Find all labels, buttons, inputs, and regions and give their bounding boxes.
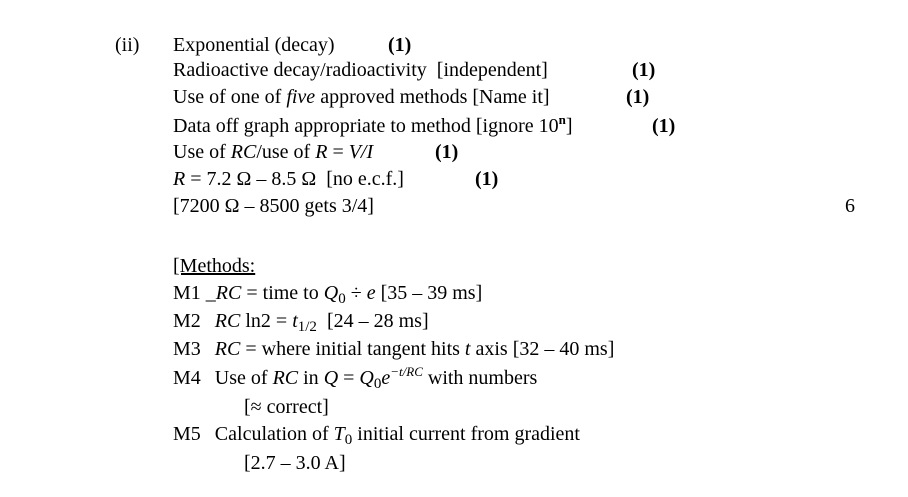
method-text-post: with numbers xyxy=(422,367,538,389)
method-label: M5 xyxy=(173,423,201,445)
equals-sign: = xyxy=(327,141,349,163)
subscript-half: 1/2 xyxy=(297,319,317,335)
subscript-0: 0 xyxy=(344,432,353,448)
answer-text-pre: Use of xyxy=(173,141,231,163)
method-text-mid: ln2 = xyxy=(240,310,293,332)
part-label: (ii) xyxy=(115,34,140,56)
symbol-rc: RC xyxy=(214,338,241,360)
method-m3 xyxy=(173,337,614,361)
symbol-rc: RC xyxy=(215,282,242,304)
method-text-pre: Use of xyxy=(214,367,273,389)
symbol-q0: Q xyxy=(359,367,374,389)
method-m2 xyxy=(173,309,429,333)
method-text-pre: _ xyxy=(200,282,216,304)
method-text-mid: = time to xyxy=(241,282,324,304)
mark-4: (1) xyxy=(652,115,676,137)
exponent: −t/RC xyxy=(390,364,423,379)
answer-text: Radioactive decay/radioactivity [independent] xyxy=(173,59,548,81)
symbol-r: R xyxy=(173,168,186,190)
method-m1 xyxy=(173,281,482,305)
method-text-post: [35 – 39 ms] xyxy=(375,282,483,304)
symbol-r: R xyxy=(315,141,328,163)
method-label: M1 xyxy=(173,282,201,304)
answer-text-post: approved methods [Name it] xyxy=(315,86,550,108)
symbol-rc: RC xyxy=(214,310,241,332)
mark-6: (1) xyxy=(475,168,499,190)
methods-heading: [Methods: xyxy=(173,255,256,277)
answer-text: [7200 Ω – 8500 gets 3/4] xyxy=(173,195,374,217)
method-label: M3 xyxy=(173,338,201,360)
answer-line-4 xyxy=(173,114,573,138)
answer-text-post: ] xyxy=(565,115,573,137)
total-marks: 6 xyxy=(845,195,855,217)
symbol-e: e xyxy=(381,367,391,389)
method-text-post: [24 – 28 ms] xyxy=(316,310,429,332)
symbol-t: t xyxy=(464,338,471,360)
symbol-e: e xyxy=(366,282,376,304)
method-label: M2 xyxy=(173,310,201,332)
equals-sign: = xyxy=(338,367,360,389)
method-m5 xyxy=(173,422,580,446)
answer-line-2 xyxy=(173,58,548,82)
answer-text: = 7.2 Ω – 8.5 Ω [no e.c.f.] xyxy=(185,168,404,190)
answer-text: Exponential (decay) xyxy=(173,34,335,56)
method-text-mid: = where initial tangent hits xyxy=(240,338,465,360)
answer-line-1 xyxy=(173,33,335,57)
symbol-t: t xyxy=(292,310,298,332)
symbol-v-over-i: V/I xyxy=(348,141,374,163)
method-text-post: axis [32 – 40 ms] xyxy=(470,338,615,360)
mark-1: (1) xyxy=(388,34,412,56)
superscript-n: n xyxy=(558,112,566,127)
method-m4 xyxy=(173,366,537,390)
symbol-q: Q xyxy=(323,282,339,304)
method-text-mid: in xyxy=(298,367,324,389)
mark-3: (1) xyxy=(626,86,650,108)
method-text-post: initial current from gradient xyxy=(352,423,580,445)
answer-line-7 xyxy=(173,194,374,218)
answer-line-3 xyxy=(173,85,550,109)
symbol-t: T xyxy=(333,423,345,445)
method-m5-note: [2.7 – 3.0 A] xyxy=(244,452,346,474)
method-label: M4 xyxy=(173,367,201,389)
mark-5: (1) xyxy=(435,141,459,163)
subscript-0: 0 xyxy=(338,291,346,307)
symbol-rc: RC xyxy=(272,367,299,389)
answer-text-pre: Data off graph appropriate to method [ignore 10 xyxy=(173,115,559,137)
italic-word: five xyxy=(286,86,316,108)
symbol-q: Q xyxy=(323,367,339,389)
subscript-0: 0 xyxy=(373,376,382,392)
answer-line-5 xyxy=(173,140,373,164)
answer-text-mid: /use of xyxy=(256,141,316,163)
method-text-pre: Calculation of xyxy=(214,423,334,445)
answer-line-6 xyxy=(173,167,404,191)
divide-sign: ÷ xyxy=(345,282,367,304)
answer-text-pre: Use of one of xyxy=(173,86,287,108)
method-m4-note: [≈ correct] xyxy=(244,396,329,418)
mark-2: (1) xyxy=(632,59,656,81)
symbol-rc: RC xyxy=(230,141,257,163)
